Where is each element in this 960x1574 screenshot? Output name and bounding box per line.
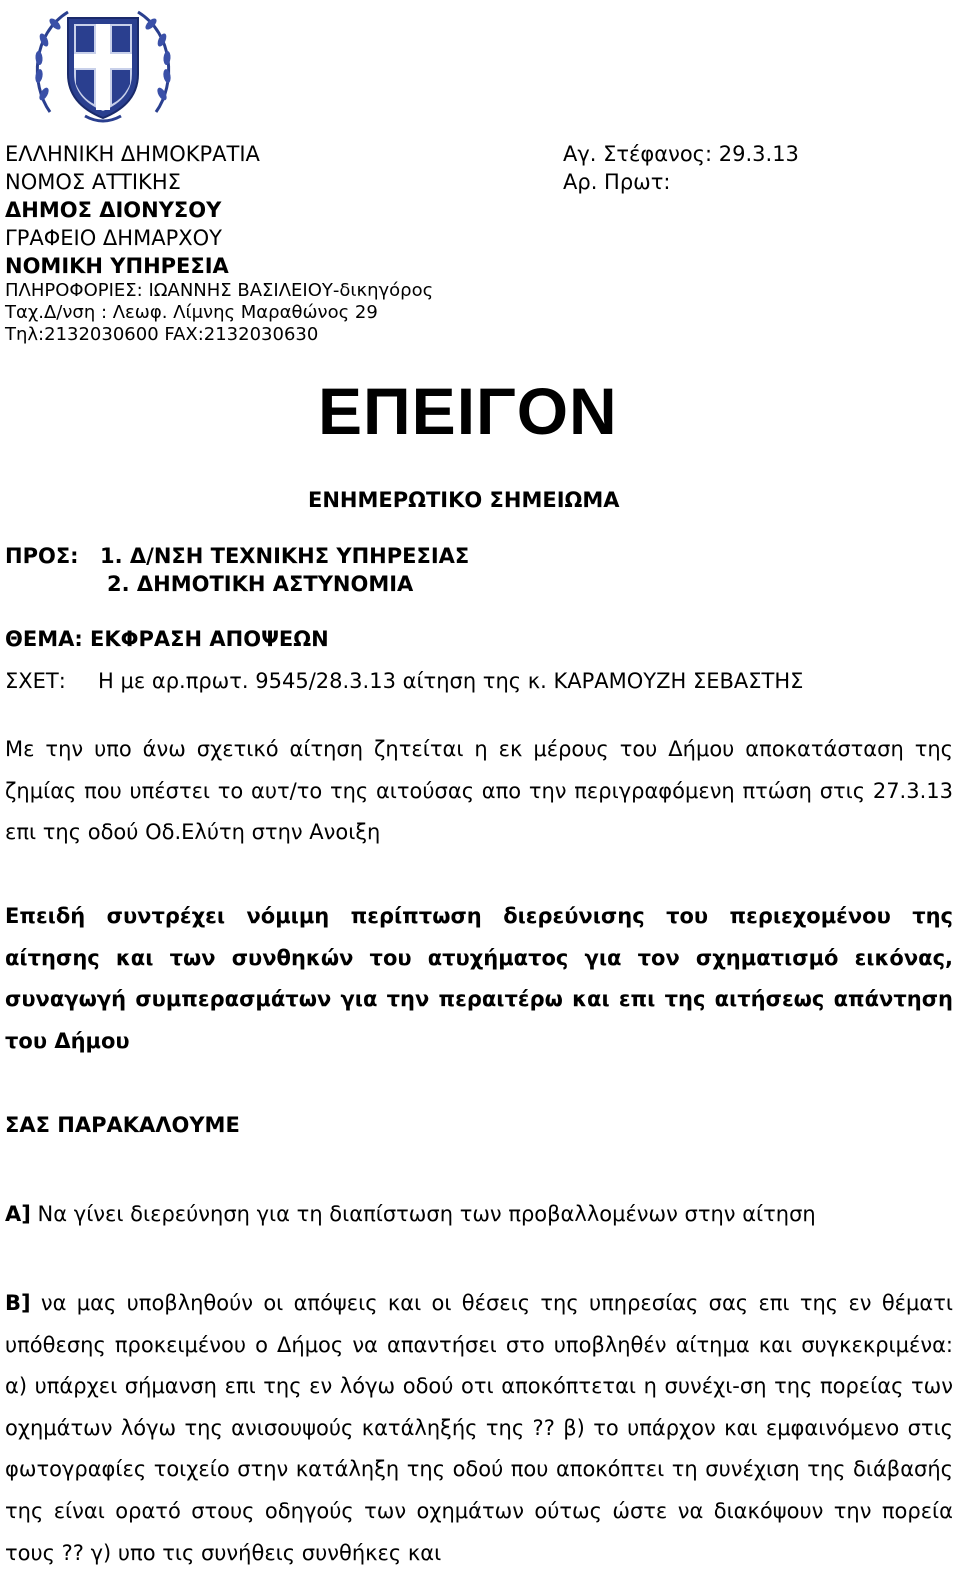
recipient-technical: 1. Δ/ΝΣΗ ΤΕΧΝΙΚΗΣ ΥΠΗΡΕΣΙΑΣ	[100, 544, 470, 568]
item-b	[5, 1283, 953, 1574]
sender-phone: Τηλ:2132030600 FAX:2132030630	[5, 324, 319, 345]
sender-office: ΓΡΑΦΕΙΟ ΔΗΜΑΡΧΟΥ	[5, 226, 222, 250]
item-a-label: Α]	[5, 1202, 31, 1226]
sender-country: ΕΛΛΗΝΙΚΗ ΔΗΜΟΚΡΑΤΙΑ	[5, 142, 260, 166]
paragraph-request-summary: Με την υπο άνω σχετικό αίτηση ζητείται η εκ μέρους του Δήμου αποκατάσταση της ζημίας που υπέστει το αυτ/το της αιτούσας απο την περιγραφόμενη πτώση στις 27.3.13 επι της οδού Οδ.Ελύτη στην Ανοιξη	[5, 737, 953, 845]
item-b-text: να μας υποβληθούν οι απόψεις και οι θέσεις της υπηρεσίας σας επι της εν θέματι υπόθεσης προκειμένου ο Δήμος να απαντήσει στο υποβληθέν αίτημα και συγκεκριμένα: α) υπάρχει σήμανση επι της εν λόγω οδού οτι αποκόπτεται η συνέχι-ση της πορείας των οχημάτων λόγω της ανισουψούς κατάληξής της ?? β) το υπάρχον και εμφαινόμενο στις φωτογραφίες τοιχείο στην κατάληξη της οδού που αποκόπτει τη συνέχιση της διάβασής της είναι ορατό στους οδηγούς των οχημάτων ούτως ώστε να διακόψουν την πορεία τους ?? γ) υπο τις συνήθεις συνθήκες και	[5, 1291, 953, 1565]
sender-info: ΠΛΗΡΟΦΟΡΙΕΣ: ΙΩΑΝΝΗΣ ΒΑΣΙΛΕΙΟΥ-δικηγόρος	[5, 280, 434, 301]
place-date: Αγ. Στέφανος: 29.3.13	[563, 142, 799, 166]
paragraph-justification: Επειδή συντρέχει νόμιμη περίπτωση διερεύνισης του περιεχομένου της αίτησης και των συνθηκών του ατυχήματος για τον σχηματισμό εικόνας, συναγωγή συμπερασμάτων για την περαιτέρω και επι της αιτήσεως απάντηση του Δήμου	[5, 904, 953, 1053]
recipients-label: ΠΡΟΣ:	[5, 544, 79, 568]
sender-legal-service: ΝΟΜΙΚΗ ΥΠΗΡΕΣΙΑ	[5, 254, 229, 278]
request-heading: ΣΑΣ ΠΑΡΑΚΑΛΟΥΜΕ	[5, 1113, 240, 1137]
item-a	[5, 1200, 816, 1228]
greek-coat-of-arms-icon	[30, 4, 176, 128]
sender-prefecture: ΝΟΜΟΣ ΑΤΤΙΚΗΣ	[5, 170, 181, 194]
sender-municipality: ΔΗΜΟΣ ΔΙΟΝΥΣΟΥ	[5, 198, 222, 222]
item-b-label: Β]	[5, 1291, 31, 1315]
reference-label: ΣΧΕΤ:	[5, 669, 66, 693]
document-type: ΕΝΗΜΕΡΩΤΙΚΟ ΣΗΜΕΙΩΜΑ	[308, 488, 620, 512]
reference-text: Η με αρ.πρωτ. 9545/28.3.13 αίτηση της κ. ΚΑΡΑΜΟΥΖΗ ΣΕΒΑΣΤΗΣ	[98, 669, 804, 693]
sender-address: Ταχ.Δ/νση : Λεωφ. Λίμνης Μαραθώνος 29	[5, 302, 378, 323]
item-a-text: Να γίνει διερεύνηση για τη διαπίστωση των προβαλλομένων στην αίτηση	[30, 1202, 816, 1226]
urgent-heading: ΕΠΕΙΓΟΝ	[318, 374, 618, 448]
recipient-police: 2. ΔΗΜΟΤΙΚΗ ΑΣΤΥΝΟΜΙΑ	[107, 572, 414, 596]
protocol-number: Αρ. Πρωτ:	[563, 170, 671, 194]
subject-line: ΘΕΜΑ: ΕΚΦΡΑΣΗ ΑΠΟΨΕΩΝ	[5, 627, 329, 651]
